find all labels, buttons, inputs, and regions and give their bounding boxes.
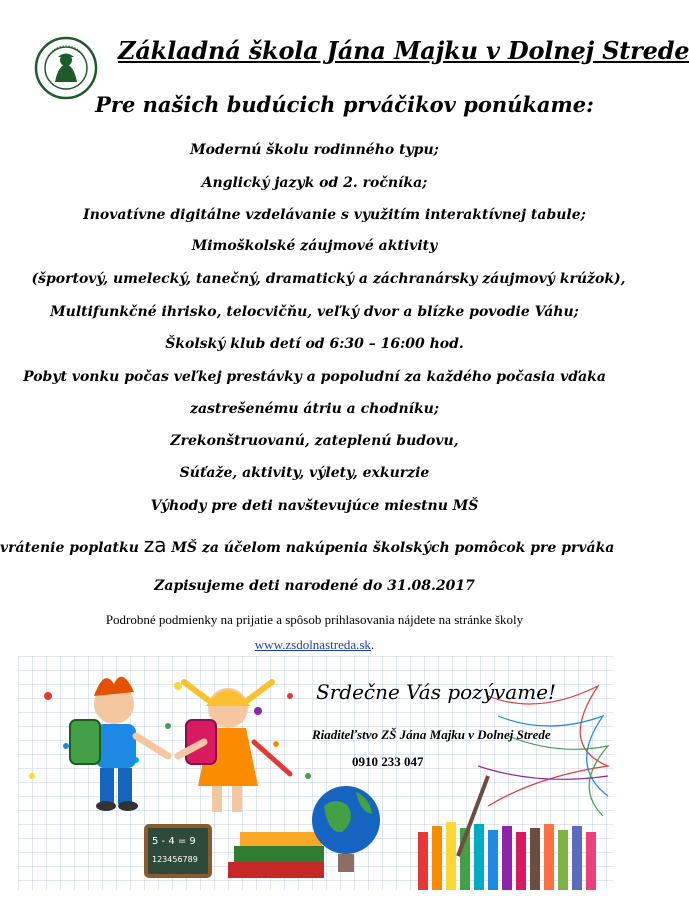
offer-line-5: (športový, umelecký, tanečný, dramatický a záchranársky záujmový krúžok), bbox=[31, 271, 626, 287]
offer-line-13-end: MŠ za účelom nakúpenia školských pomôcok pre prváka bbox=[166, 540, 615, 556]
offer-heading: Pre našich budúcich prváčikov ponúkame: bbox=[95, 92, 594, 117]
offer-line-13 bbox=[0, 533, 629, 557]
invitation-text: Srdečne Vás pozývame! bbox=[316, 680, 557, 704]
enrollment-details: Podrobné podmienky na prijatie a spôsob prihlasovania nájdete na stránke školy bbox=[105, 612, 524, 627]
offer-line-13-start: vrátenie poplatku bbox=[0, 540, 144, 556]
offer-line-4: Mimoškolské záujmové aktivity bbox=[191, 238, 438, 254]
chalkboard-text-1: 5 - 4 = 9 bbox=[152, 836, 196, 847]
school-seal-logo-icon bbox=[34, 36, 98, 100]
phone-number: 0910 233 047 bbox=[352, 754, 424, 769]
colored-pencils-icon bbox=[418, 822, 596, 890]
offer-line-8: Pobyt vonku počas veľkej prestávky a popoludní za každého počasia vďaka bbox=[23, 369, 606, 385]
offer-line-6: Multifunkčné ihrisko, telocvičňu, veľký dvor a blízke povodie Váhu; bbox=[50, 304, 579, 320]
offer-line-3: Inovatívne digitálne vzdelávanie s využitím interaktívnej tabule; bbox=[83, 207, 586, 223]
website-link-suffix: . bbox=[370, 637, 375, 652]
chalkboard-text-2: 123456789 bbox=[152, 855, 198, 864]
offer-line-13-za: za bbox=[143, 533, 167, 557]
enrollment-text: Zapisujeme deti narodené do 31.08.2017 bbox=[154, 578, 475, 594]
website-line bbox=[0, 637, 629, 653]
boy-figure-icon bbox=[70, 677, 168, 811]
color-scribbles-icon bbox=[478, 686, 608, 816]
offer-line-10: Zrekonštruovanú, zateplenú budovu, bbox=[170, 433, 459, 449]
school-name-title: Základná škola Jána Majku v Dolnej Strede bbox=[118, 36, 689, 65]
books-stack-icon bbox=[228, 832, 324, 878]
girl-figure-icon bbox=[178, 682, 290, 812]
offer-line-2: Anglický jazyk od 2. ročníka; bbox=[201, 175, 428, 191]
website-link[interactable]: www.zsdolnastreda.sk bbox=[254, 637, 371, 652]
chalkboard-icon bbox=[146, 826, 210, 876]
offer-line-1: Modernú školu rodinného typu; bbox=[190, 142, 439, 158]
offer-line-9: zastrešenému átriu a chodníku; bbox=[190, 401, 439, 417]
offer-line-12: Výhody pre deti navštevujúce miestnu MŠ bbox=[150, 498, 479, 514]
offer-line-11: Súťaže, aktivity, výlety, exkurzie bbox=[179, 465, 430, 481]
offer-line-7: Školský klub detí od 6:30 – 16:00 hod. bbox=[165, 336, 464, 352]
director-text: Riaditeľstvo ZŠ Jána Majku v Dolnej Strede bbox=[312, 727, 551, 742]
